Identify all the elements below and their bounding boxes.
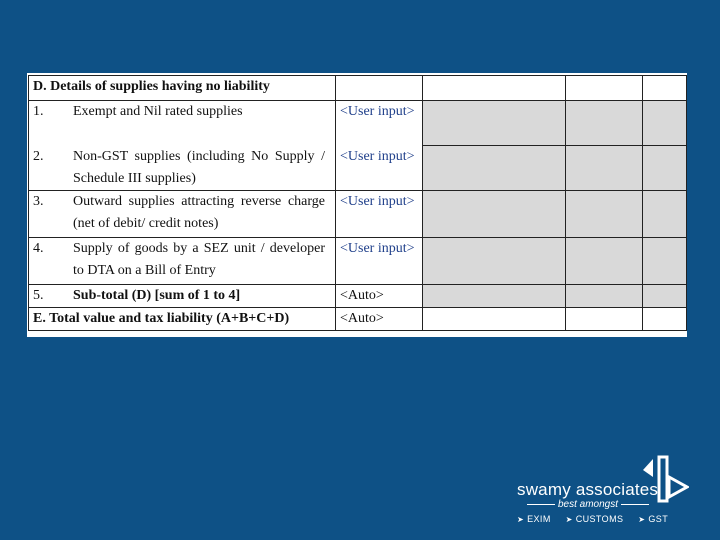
- section-e-row: [29, 308, 687, 331]
- row-number: 3.: [33, 194, 44, 209]
- company-logo: [517, 455, 697, 530]
- document-table-image: [27, 73, 687, 337]
- logo-services: [517, 514, 680, 524]
- arrow-icon: ➤: [517, 515, 525, 524]
- supplies-table: [28, 75, 687, 331]
- row-description: Supply of goods by a SEZ unit / developer to DTA on a Bill of Entry: [73, 241, 325, 278]
- subtotal-row: [29, 285, 687, 308]
- row-number: 2.: [33, 148, 44, 164]
- section-e-value: <Auto>: [336, 308, 423, 331]
- row-value: <Auto>: [336, 285, 423, 308]
- row-value: <User input>: [336, 146, 423, 191]
- row-value: <User input>: [336, 191, 423, 238]
- row-description: Non-GST supplies (including No Supply / Schedule III supplies): [73, 148, 325, 186]
- service-customs: CUSTOMS: [575, 514, 624, 524]
- row-value: <User input>: [336, 238, 423, 285]
- row-number: 1.: [33, 104, 44, 119]
- row-description: Exempt and Nil rated supplies: [73, 104, 243, 119]
- row-number: 5.: [33, 288, 44, 303]
- arrow-icon: ➤: [638, 515, 646, 524]
- logo-tagline: best amongst: [557, 499, 619, 510]
- section-d-title: D. Details of supplies having no liability: [29, 76, 336, 101]
- row-number: 4.: [33, 241, 44, 256]
- table-row: [29, 101, 687, 146]
- logo-name: swamy associates: [517, 480, 659, 499]
- arrow-icon: ➤: [565, 515, 573, 524]
- section-d-header-row: [29, 76, 687, 101]
- table-row: [29, 238, 687, 285]
- table-row: [29, 146, 687, 191]
- row-value: <User input>: [336, 101, 423, 146]
- service-gst: GST: [648, 514, 669, 524]
- section-e-title: E. Total value and tax liability (A+B+C+D): [29, 308, 336, 331]
- table-row: [29, 191, 687, 238]
- service-exim: EXIM: [527, 514, 551, 524]
- row-description: Sub-total (D) [sum of 1 to 4]: [73, 288, 241, 303]
- row-description: Outward supplies attracting reverse charge (net of debit/ credit notes): [73, 194, 325, 231]
